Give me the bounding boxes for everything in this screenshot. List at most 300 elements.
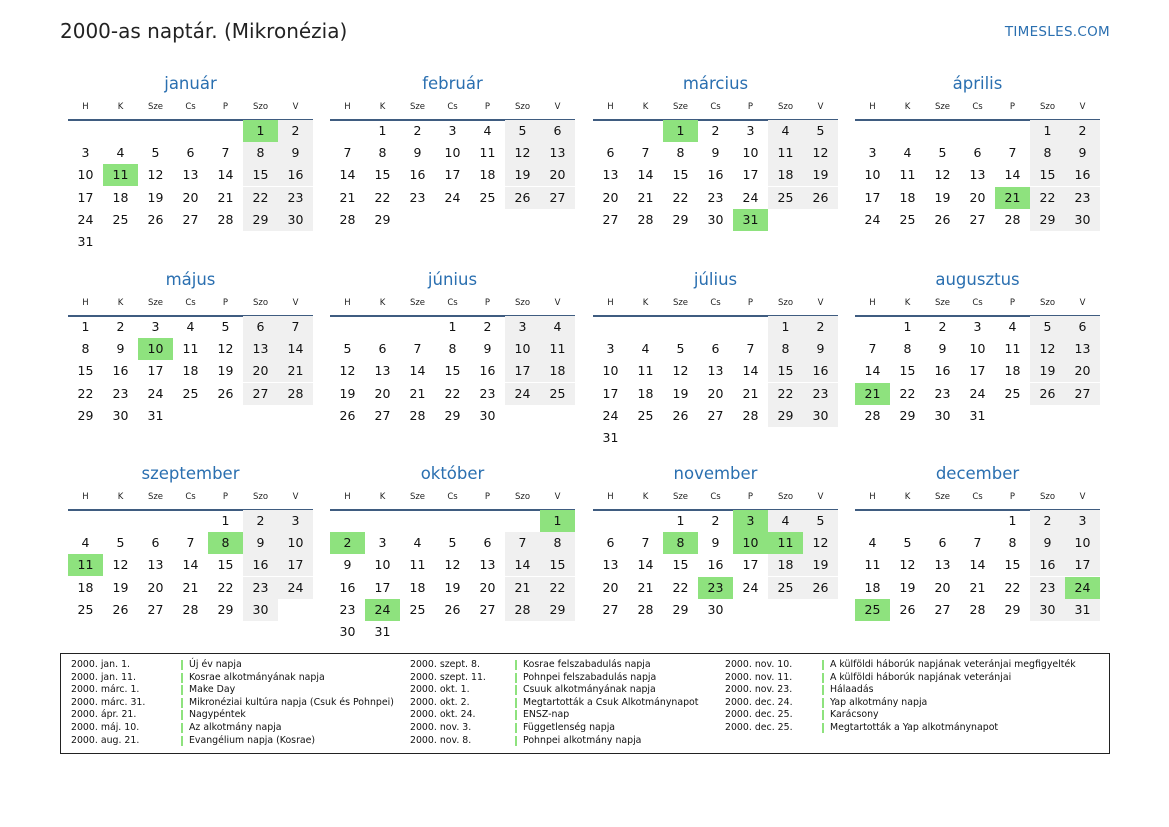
day-cell[interactable]: 30 <box>1030 599 1065 621</box>
day-cell[interactable]: 14 <box>505 554 540 576</box>
day-cell[interactable]: 12 <box>672 363 689 379</box>
day-cell[interactable]: 4 <box>768 120 803 142</box>
day-cell[interactable]: 26 <box>672 407 689 423</box>
day-cell[interactable]: 14 <box>969 557 986 573</box>
day-cell[interactable]: 12 <box>505 142 540 164</box>
day-cell[interactable]: 2 <box>1030 510 1065 532</box>
day-cell[interactable]: 3 <box>151 319 160 334</box>
day-cell[interactable]: 15 <box>77 363 94 379</box>
day-cell[interactable]: 22 <box>374 189 391 205</box>
holiday-day-cell[interactable]: 1 <box>540 510 575 532</box>
day-cell[interactable]: 7 <box>343 145 352 161</box>
day-cell[interactable]: 14 <box>864 363 881 379</box>
day-cell[interactable]: 28 <box>339 211 356 227</box>
day-cell[interactable]: 18 <box>768 164 803 186</box>
day-cell[interactable]: 22 <box>217 579 234 595</box>
day-cell[interactable]: 24 <box>742 579 759 595</box>
day-cell[interactable]: 29 <box>672 601 689 617</box>
day-cell[interactable]: 20 <box>479 579 496 595</box>
day-cell[interactable]: 21 <box>182 579 199 595</box>
day-cell[interactable]: 18 <box>409 579 426 595</box>
day-cell[interactable]: 14 <box>742 363 759 379</box>
day-cell[interactable]: 30 <box>278 209 313 231</box>
day-cell[interactable]: 23 <box>707 189 724 205</box>
day-cell[interactable]: 5 <box>151 145 160 161</box>
day-cell[interactable]: 17 <box>278 554 313 576</box>
day-cell[interactable]: 13 <box>182 167 199 183</box>
day-cell[interactable]: 3 <box>448 123 457 138</box>
day-cell[interactable]: 7 <box>278 316 313 338</box>
day-cell[interactable]: 20 <box>540 164 575 186</box>
day-cell[interactable]: 13 <box>540 142 575 164</box>
day-cell[interactable]: 30 <box>479 407 496 423</box>
day-cell[interactable]: 14 <box>217 167 234 183</box>
day-cell[interactable]: 28 <box>409 407 426 423</box>
day-cell[interactable]: 15 <box>1004 557 1021 573</box>
day-cell[interactable]: 3 <box>746 123 755 138</box>
day-cell[interactable]: 21 <box>742 385 759 401</box>
holiday-day-cell[interactable]: 3 <box>733 510 768 532</box>
day-cell[interactable]: 10 <box>278 532 313 554</box>
day-cell[interactable]: 23 <box>803 383 838 405</box>
day-cell[interactable]: 27 <box>969 211 986 227</box>
day-cell[interactable]: 7 <box>505 532 540 554</box>
day-cell[interactable]: 5 <box>803 120 838 142</box>
day-cell[interactable]: 22 <box>77 385 94 401</box>
day-cell[interactable]: 7 <box>221 145 230 161</box>
day-cell[interactable]: 19 <box>217 363 234 379</box>
day-cell[interactable]: 24 <box>969 385 986 401</box>
day-cell[interactable]: 1 <box>81 319 90 334</box>
day-cell[interactable]: 25 <box>1004 385 1021 401</box>
day-cell[interactable]: 20 <box>374 385 391 401</box>
day-cell[interactable]: 18 <box>864 579 881 595</box>
day-cell[interactable]: 27 <box>243 383 278 405</box>
day-cell[interactable]: 10 <box>374 557 391 573</box>
day-cell[interactable]: 21 <box>969 579 986 595</box>
day-cell[interactable]: 21 <box>339 189 356 205</box>
day-cell[interactable]: 16 <box>707 167 724 183</box>
day-cell[interactable]: 25 <box>182 385 199 401</box>
day-cell[interactable]: 24 <box>602 407 619 423</box>
day-cell[interactable]: 2 <box>483 319 492 334</box>
day-cell[interactable]: 4 <box>540 316 575 338</box>
day-cell[interactable]: 8 <box>768 338 803 360</box>
day-cell[interactable]: 15 <box>540 554 575 576</box>
day-cell[interactable]: 29 <box>1004 601 1021 617</box>
day-cell[interactable]: 3 <box>505 316 540 338</box>
day-cell[interactable]: 5 <box>676 341 685 357</box>
day-cell[interactable]: 29 <box>1030 209 1065 231</box>
day-cell[interactable]: 13 <box>147 557 164 573</box>
day-cell[interactable]: 30 <box>707 211 724 227</box>
day-cell[interactable]: 12 <box>444 557 461 573</box>
day-cell[interactable]: 27 <box>182 211 199 227</box>
day-cell[interactable]: 19 <box>339 385 356 401</box>
day-cell[interactable]: 16 <box>1065 164 1100 186</box>
day-cell[interactable]: 15 <box>1030 164 1065 186</box>
day-cell[interactable]: 20 <box>243 360 278 382</box>
day-cell[interactable]: 18 <box>77 579 94 595</box>
holiday-day-cell[interactable]: 10 <box>138 338 173 360</box>
day-cell[interactable]: 24 <box>444 189 461 205</box>
day-cell[interactable]: 29 <box>77 407 94 423</box>
day-cell[interactable]: 23 <box>243 577 278 599</box>
day-cell[interactable]: 14 <box>637 557 654 573</box>
day-cell[interactable]: 6 <box>186 145 195 161</box>
day-cell[interactable]: 1 <box>378 123 387 138</box>
day-cell[interactable]: 21 <box>637 579 654 595</box>
day-cell[interactable]: 6 <box>606 535 615 551</box>
day-cell[interactable]: 9 <box>1065 142 1100 164</box>
day-cell[interactable]: 28 <box>505 599 540 621</box>
day-cell[interactable]: 27 <box>602 211 619 227</box>
day-cell[interactable]: 20 <box>182 189 199 205</box>
day-cell[interactable]: 17 <box>1065 554 1100 576</box>
day-cell[interactable]: 13 <box>707 363 724 379</box>
day-cell[interactable]: 26 <box>339 407 356 423</box>
day-cell[interactable]: 12 <box>112 557 129 573</box>
day-cell[interactable]: 2 <box>243 510 278 532</box>
day-cell[interactable]: 8 <box>903 341 912 357</box>
day-cell[interactable]: 1 <box>676 513 685 528</box>
day-cell[interactable]: 28 <box>969 601 986 617</box>
day-cell[interactable]: 20 <box>1065 360 1100 382</box>
day-cell[interactable]: 21 <box>217 189 234 205</box>
day-cell[interactable]: 16 <box>409 167 426 183</box>
day-cell[interactable]: 5 <box>221 319 230 334</box>
day-cell[interactable]: 17 <box>969 363 986 379</box>
day-cell[interactable]: 30 <box>112 407 129 423</box>
day-cell[interactable]: 10 <box>969 341 986 357</box>
day-cell[interactable]: 19 <box>505 164 540 186</box>
day-cell[interactable]: 18 <box>1004 363 1021 379</box>
day-cell[interactable]: 23 <box>278 187 313 209</box>
day-cell[interactable]: 25 <box>637 407 654 423</box>
day-cell[interactable]: 17 <box>742 557 759 573</box>
day-cell[interactable]: 13 <box>374 363 391 379</box>
day-cell[interactable]: 28 <box>1004 211 1021 227</box>
day-cell[interactable]: 30 <box>707 601 724 617</box>
day-cell[interactable]: 7 <box>641 145 650 161</box>
day-cell[interactable]: 8 <box>81 341 90 357</box>
day-cell[interactable]: 6 <box>606 145 615 161</box>
day-cell[interactable]: 4 <box>868 535 877 551</box>
day-cell[interactable]: 20 <box>934 579 951 595</box>
day-cell[interactable]: 22 <box>672 189 689 205</box>
day-cell[interactable]: 6 <box>1065 316 1100 338</box>
day-cell[interactable]: 20 <box>147 579 164 595</box>
day-cell[interactable]: 29 <box>540 599 575 621</box>
day-cell[interactable]: 6 <box>973 145 982 161</box>
day-cell[interactable]: 4 <box>116 145 125 161</box>
day-cell[interactable]: 29 <box>374 211 391 227</box>
holiday-day-cell[interactable]: 25 <box>855 599 890 621</box>
day-cell[interactable]: 27 <box>147 601 164 617</box>
day-cell[interactable]: 11 <box>409 557 426 573</box>
day-cell[interactable]: 23 <box>1065 187 1100 209</box>
day-cell[interactable]: 18 <box>182 363 199 379</box>
day-cell[interactable]: 2 <box>803 316 838 338</box>
day-cell[interactable]: 9 <box>1030 532 1065 554</box>
day-cell[interactable]: 28 <box>217 211 234 227</box>
day-cell[interactable]: 3 <box>973 319 982 334</box>
day-cell[interactable]: 18 <box>637 385 654 401</box>
day-cell[interactable]: 29 <box>444 407 461 423</box>
day-cell[interactable]: 5 <box>448 535 457 551</box>
day-cell[interactable]: 9 <box>343 557 352 573</box>
day-cell[interactable]: 6 <box>938 535 947 551</box>
day-cell[interactable]: 6 <box>151 535 160 551</box>
day-cell[interactable]: 11 <box>479 145 496 161</box>
day-cell[interactable]: 25 <box>899 211 916 227</box>
holiday-day-cell[interactable]: 11 <box>68 554 103 576</box>
day-cell[interactable]: 22 <box>899 385 916 401</box>
day-cell[interactable]: 16 <box>803 360 838 382</box>
day-cell[interactable]: 19 <box>803 164 838 186</box>
day-cell[interactable]: 28 <box>278 383 313 405</box>
day-cell[interactable]: 8 <box>1030 142 1065 164</box>
day-cell[interactable]: 22 <box>540 577 575 599</box>
day-cell[interactable]: 13 <box>1065 338 1100 360</box>
day-cell[interactable]: 27 <box>602 601 619 617</box>
day-cell[interactable]: 30 <box>1065 209 1100 231</box>
day-cell[interactable]: 6 <box>483 535 492 551</box>
day-cell[interactable]: 12 <box>339 363 356 379</box>
day-cell[interactable]: 11 <box>899 167 916 183</box>
day-cell[interactable]: 16 <box>243 554 278 576</box>
day-cell[interactable]: 1 <box>768 316 803 338</box>
day-cell[interactable]: 14 <box>278 338 313 360</box>
day-cell[interactable]: 17 <box>505 360 540 382</box>
day-cell[interactable]: 1 <box>448 319 457 334</box>
day-cell[interactable]: 7 <box>746 341 755 357</box>
day-cell[interactable]: 11 <box>1004 341 1021 357</box>
day-cell[interactable]: 12 <box>899 557 916 573</box>
day-cell[interactable]: 22 <box>1004 579 1021 595</box>
day-cell[interactable]: 4 <box>903 145 912 161</box>
day-cell[interactable]: 13 <box>243 338 278 360</box>
day-cell[interactable]: 4 <box>1008 319 1017 334</box>
day-cell[interactable]: 2 <box>278 120 313 142</box>
day-cell[interactable]: 21 <box>505 577 540 599</box>
day-cell[interactable]: 3 <box>868 145 877 161</box>
day-cell[interactable]: 3 <box>378 535 387 551</box>
day-cell[interactable]: 13 <box>602 167 619 183</box>
holiday-day-cell[interactable]: 11 <box>768 532 803 554</box>
holiday-day-cell[interactable]: 8 <box>663 532 698 554</box>
day-cell[interactable]: 19 <box>672 385 689 401</box>
day-cell[interactable]: 27 <box>934 601 951 617</box>
day-cell[interactable]: 27 <box>540 187 575 209</box>
day-cell[interactable]: 5 <box>116 535 125 551</box>
day-cell[interactable]: 6 <box>243 316 278 338</box>
day-cell[interactable]: 5 <box>343 341 352 357</box>
day-cell[interactable]: 26 <box>1030 383 1065 405</box>
day-cell[interactable]: 23 <box>409 189 426 205</box>
day-cell[interactable]: 21 <box>637 189 654 205</box>
day-cell[interactable]: 17 <box>374 579 391 595</box>
day-cell[interactable]: 29 <box>217 601 234 617</box>
day-cell[interactable]: 3 <box>81 145 90 161</box>
day-cell[interactable]: 12 <box>803 142 838 164</box>
day-cell[interactable]: 12 <box>217 341 234 357</box>
day-cell[interactable]: 17 <box>864 189 881 205</box>
day-cell[interactable]: 10 <box>864 167 881 183</box>
day-cell[interactable]: 14 <box>182 557 199 573</box>
day-cell[interactable]: 31 <box>969 407 986 423</box>
day-cell[interactable]: 19 <box>934 189 951 205</box>
day-cell[interactable]: 15 <box>374 167 391 183</box>
day-cell[interactable]: 13 <box>602 557 619 573</box>
day-cell[interactable]: 10 <box>742 145 759 161</box>
day-cell[interactable]: 18 <box>899 189 916 205</box>
day-cell[interactable]: 26 <box>899 601 916 617</box>
day-cell[interactable]: 15 <box>768 360 803 382</box>
day-cell[interactable]: 11 <box>864 557 881 573</box>
holiday-day-cell[interactable]: 1 <box>243 120 278 142</box>
day-cell[interactable]: 28 <box>864 407 881 423</box>
day-cell[interactable]: 14 <box>637 167 654 183</box>
day-cell[interactable]: 19 <box>899 579 916 595</box>
day-cell[interactable]: 12 <box>934 167 951 183</box>
day-cell[interactable]: 4 <box>81 535 90 551</box>
day-cell[interactable]: 12 <box>803 532 838 554</box>
day-cell[interactable]: 5 <box>938 145 947 161</box>
day-cell[interactable]: 24 <box>278 577 313 599</box>
day-cell[interactable]: 17 <box>742 167 759 183</box>
day-cell[interactable]: 5 <box>505 120 540 142</box>
day-cell[interactable]: 2 <box>116 319 125 334</box>
day-cell[interactable]: 26 <box>803 187 838 209</box>
day-cell[interactable]: 3 <box>278 510 313 532</box>
holiday-day-cell[interactable]: 21 <box>995 187 1030 209</box>
day-cell[interactable]: 22 <box>444 385 461 401</box>
holiday-day-cell[interactable]: 1 <box>663 120 698 142</box>
day-cell[interactable]: 11 <box>540 338 575 360</box>
day-cell[interactable]: 9 <box>116 341 125 357</box>
day-cell[interactable]: 4 <box>641 341 650 357</box>
day-cell[interactable]: 14 <box>409 363 426 379</box>
day-cell[interactable]: 19 <box>444 579 461 595</box>
day-cell[interactable]: 1 <box>221 513 230 528</box>
day-cell[interactable]: 25 <box>540 383 575 405</box>
day-cell[interactable]: 24 <box>147 385 164 401</box>
day-cell[interactable]: 23 <box>339 601 356 617</box>
day-cell[interactable]: 26 <box>444 601 461 617</box>
day-cell[interactable]: 9 <box>711 145 720 161</box>
day-cell[interactable]: 3 <box>1065 510 1100 532</box>
day-cell[interactable]: 24 <box>742 189 759 205</box>
holiday-day-cell[interactable]: 11 <box>103 164 138 186</box>
day-cell[interactable]: 2 <box>711 123 720 138</box>
day-cell[interactable]: 7 <box>1008 145 1017 161</box>
day-cell[interactable]: 21 <box>409 385 426 401</box>
holiday-day-cell[interactable]: 21 <box>855 383 890 405</box>
day-cell[interactable]: 8 <box>243 142 278 164</box>
day-cell[interactable]: 13 <box>479 557 496 573</box>
day-cell[interactable]: 7 <box>973 535 982 551</box>
day-cell[interactable]: 14 <box>339 167 356 183</box>
day-cell[interactable]: 8 <box>448 341 457 357</box>
day-cell[interactable]: 17 <box>602 385 619 401</box>
day-cell[interactable]: 20 <box>969 189 986 205</box>
day-cell[interactable]: 11 <box>768 142 803 164</box>
day-cell[interactable]: 13 <box>969 167 986 183</box>
day-cell[interactable]: 28 <box>637 601 654 617</box>
day-cell[interactable]: 24 <box>505 383 540 405</box>
day-cell[interactable]: 12 <box>1030 338 1065 360</box>
day-cell[interactable]: 16 <box>479 363 496 379</box>
day-cell[interactable]: 2 <box>711 513 720 528</box>
day-cell[interactable]: 10 <box>1065 532 1100 554</box>
day-cell[interactable]: 26 <box>112 601 129 617</box>
day-cell[interactable]: 27 <box>707 407 724 423</box>
day-cell[interactable]: 4 <box>483 123 492 138</box>
day-cell[interactable]: 23 <box>112 385 129 401</box>
day-cell[interactable]: 22 <box>243 187 278 209</box>
day-cell[interactable]: 13 <box>934 557 951 573</box>
day-cell[interactable]: 1 <box>1030 120 1065 142</box>
day-cell[interactable]: 19 <box>803 554 838 576</box>
day-cell[interactable]: 17 <box>77 189 94 205</box>
day-cell[interactable]: 25 <box>768 187 803 209</box>
holiday-day-cell[interactable]: 24 <box>365 599 400 621</box>
day-cell[interactable]: 19 <box>1030 360 1065 382</box>
day-cell[interactable]: 28 <box>637 211 654 227</box>
day-cell[interactable]: 5 <box>803 510 838 532</box>
day-cell[interactable]: 1 <box>903 319 912 334</box>
day-cell[interactable]: 5 <box>1030 316 1065 338</box>
day-cell[interactable]: 1 <box>1008 513 1017 528</box>
day-cell[interactable]: 30 <box>243 599 278 621</box>
day-cell[interactable]: 9 <box>278 142 313 164</box>
day-cell[interactable]: 24 <box>864 211 881 227</box>
day-cell[interactable]: 16 <box>707 557 724 573</box>
day-cell[interactable]: 30 <box>934 407 951 423</box>
day-cell[interactable]: 8 <box>676 145 685 161</box>
day-cell[interactable]: 9 <box>483 341 492 357</box>
day-cell[interactable]: 2 <box>938 319 947 334</box>
day-cell[interactable]: 18 <box>768 554 803 576</box>
day-cell[interactable]: 16 <box>112 363 129 379</box>
day-cell[interactable]: 10 <box>505 338 540 360</box>
day-cell[interactable]: 7 <box>413 341 422 357</box>
day-cell[interactable]: 20 <box>707 385 724 401</box>
day-cell[interactable]: 15 <box>672 167 689 183</box>
day-cell[interactable]: 29 <box>243 209 278 231</box>
day-cell[interactable]: 31 <box>374 624 391 639</box>
day-cell[interactable]: 20 <box>602 579 619 595</box>
day-cell[interactable]: 22 <box>768 383 803 405</box>
day-cell[interactable]: 12 <box>147 167 164 183</box>
holiday-day-cell[interactable]: 23 <box>698 577 733 599</box>
day-cell[interactable]: 9 <box>938 341 947 357</box>
day-cell[interactable]: 31 <box>602 430 619 445</box>
day-cell[interactable]: 25 <box>112 211 129 227</box>
day-cell[interactable]: 6 <box>540 120 575 142</box>
day-cell[interactable]: 27 <box>479 601 496 617</box>
day-cell[interactable]: 4 <box>413 535 422 551</box>
day-cell[interactable]: 6 <box>711 341 720 357</box>
day-cell[interactable]: 9 <box>243 532 278 554</box>
day-cell[interactable]: 30 <box>339 624 356 639</box>
day-cell[interactable]: 26 <box>934 211 951 227</box>
day-cell[interactable]: 26 <box>147 211 164 227</box>
day-cell[interactable]: 4 <box>768 510 803 532</box>
day-cell[interactable]: 24 <box>77 211 94 227</box>
day-cell[interactable]: 31 <box>77 234 94 249</box>
